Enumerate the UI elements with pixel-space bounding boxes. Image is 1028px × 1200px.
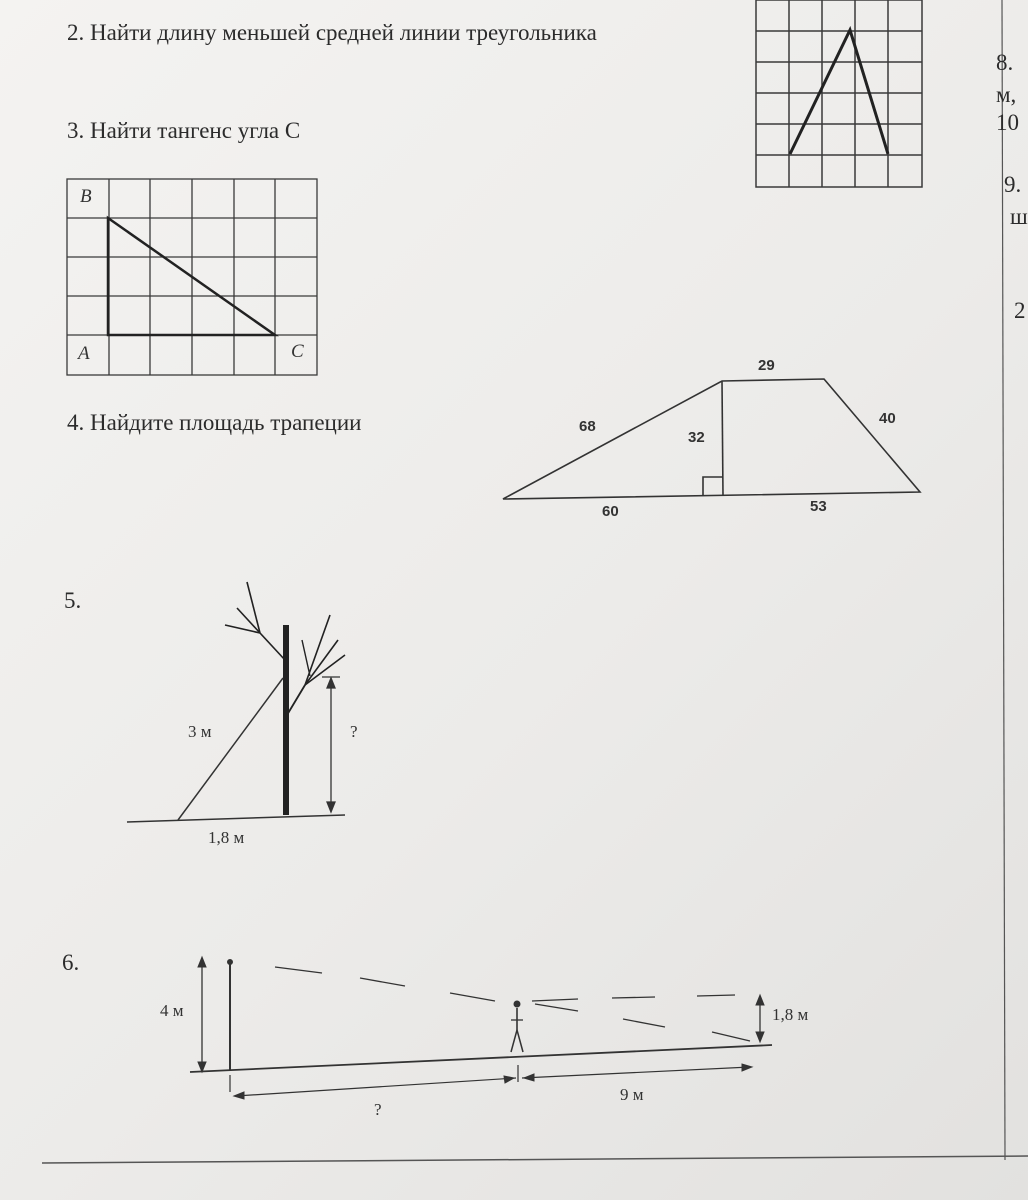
margin-item9-number: 9. — [1004, 172, 1022, 197]
margin-item8-line2: м, — [996, 82, 1017, 107]
q6-label-distance: ? — [374, 1100, 382, 1119]
q5-label-base: 1,8 м — [208, 828, 245, 847]
q6-label-pole: 4 м — [160, 1001, 184, 1020]
q6-number: 6. — [62, 950, 80, 975]
q6-diagram — [190, 957, 772, 1099]
page-border-bottom — [42, 1156, 1028, 1163]
q4-text: 4. Найдите площадь трапеции — [67, 410, 362, 435]
q4-label-top: 29 — [758, 357, 775, 374]
margin-item9-line2: ш — [1010, 204, 1028, 229]
q3-text: 3. Найти тангенс угла С — [67, 118, 301, 143]
margin-item8-line3: 10 — [996, 110, 1019, 135]
q6-label-person: 1,8 м — [772, 1005, 809, 1024]
q4-trapezoid — [503, 379, 920, 499]
q4-label-right-side: 40 — [879, 410, 896, 427]
q6-label-shadow: 9 м — [620, 1085, 644, 1104]
q5-label-height: ? — [350, 722, 358, 741]
margin-item-next: 2 — [1014, 298, 1026, 323]
q4-label-left-side: 68 — [579, 418, 596, 435]
q4-label-height: 32 — [688, 429, 705, 446]
q4-label-bottom-right: 53 — [810, 498, 827, 515]
q2-triangle — [790, 30, 888, 154]
q2-text: 2. Найти длину меньшей средней линии треугольника — [67, 20, 597, 45]
q5-number: 5. — [64, 588, 82, 613]
q2-grid — [756, 0, 922, 187]
q4-label-bottom-left: 60 — [602, 503, 619, 520]
q5-label-ladder: 3 м — [188, 722, 212, 741]
q3-vertex-a: A — [78, 343, 90, 364]
q5-ladder — [178, 678, 283, 820]
q3-vertex-c: C — [291, 341, 304, 362]
q3-vertex-b: B — [80, 186, 92, 207]
q5-height-arrow — [322, 677, 340, 812]
q5-ground — [127, 815, 345, 822]
q5-tree — [225, 582, 345, 815]
margin-item8-number: 8. — [996, 50, 1014, 75]
